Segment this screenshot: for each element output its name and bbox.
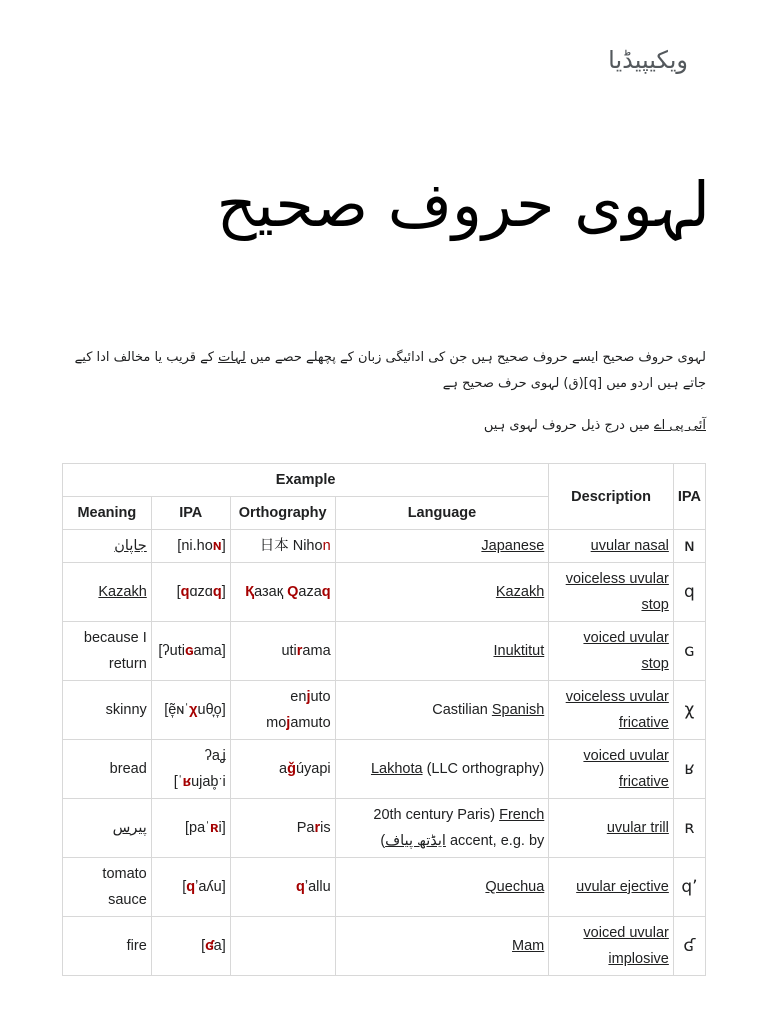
language-text: (LLC orthography) (422, 761, 545, 777)
orth-text: Pa (296, 820, 315, 836)
orth-highlight: j (306, 689, 311, 705)
cell-ipa (151, 917, 230, 976)
cell-orthography (230, 858, 335, 917)
ipa-highlight: ʀ (210, 820, 219, 836)
ipa-text: [ẽ̞ɴˈ (164, 702, 190, 718)
orth-highlight: j (286, 715, 291, 731)
orth-text: en (290, 689, 307, 705)
meaning-link[interactable]: Kazakh (98, 584, 147, 600)
orth-highlight: r (296, 643, 303, 659)
cell-language (335, 740, 549, 799)
orth-text: aza (298, 584, 322, 600)
ipa-text: ɑzɑ (189, 584, 213, 600)
ipa-highlight: ʛ (205, 938, 214, 954)
cell-symbol: ʁ (673, 740, 705, 799)
ipa-text: a] (213, 938, 226, 954)
cell-orthography (230, 622, 335, 681)
language-text: 20th century Paris) (373, 807, 500, 823)
orth-text: азақ (254, 584, 288, 600)
orth-text: ama (302, 643, 331, 659)
cell-symbol: χ (673, 681, 705, 740)
language-text: accent, e.g. by (445, 833, 545, 849)
cell-ipa (151, 799, 230, 858)
orth-text: a (279, 761, 288, 777)
language-link-2[interactable]: ایڈتھ پیاف (385, 833, 446, 849)
ipa-text: ] (221, 584, 226, 600)
orth-highlight: q (295, 879, 305, 895)
intro-text-2: کے قریب یا مخالف ادا کیے جاتے ہیں اردو میں [q](ق) لہوی حرف صحیح ہے (74, 350, 706, 391)
table-row (63, 917, 706, 976)
language-link[interactable]: Mam (512, 938, 545, 954)
description-link[interactable]: voiceless uvular fricative (565, 689, 669, 731)
cell-orthography (230, 530, 335, 563)
cell-meaning: tomato sauce (63, 858, 152, 917)
cell-language (335, 858, 549, 917)
cell-language (335, 799, 549, 858)
ipa-text: ujab̥ˑi (191, 774, 226, 790)
language-link[interactable]: Inuktitut (493, 643, 545, 659)
ipa-text: [ (182, 879, 187, 895)
language-text: ( (380, 833, 386, 849)
ipa-highlight: ɴ (212, 538, 222, 554)
language-link[interactable]: Quechua (485, 879, 545, 895)
orth-highlight: ǧ (287, 761, 296, 777)
cell-orthography (230, 740, 335, 799)
cell-ipa (151, 563, 230, 622)
header-example: Example (63, 464, 549, 497)
table-row (63, 740, 706, 799)
cell-orthography (230, 799, 335, 858)
cell-ipa (151, 740, 230, 799)
cell-description (549, 622, 674, 681)
orth-text: uto (310, 689, 331, 705)
ipa-text: uθ̞o̞] (197, 702, 226, 718)
cell-orthography (230, 563, 335, 622)
orth-highlight: r (314, 820, 321, 836)
table-row (63, 622, 706, 681)
table-row (63, 858, 706, 917)
cell-description (549, 681, 674, 740)
table-row (63, 530, 706, 563)
description-link[interactable]: voiced uvular stop (583, 630, 669, 672)
cell-description (549, 530, 674, 563)
page-title: لہوی حروف صحیح (216, 168, 710, 241)
cell-symbol: ʛ (673, 917, 705, 976)
cell-language (335, 563, 549, 622)
language-link[interactable]: Lakhota (370, 761, 423, 777)
cell-meaning (63, 799, 152, 858)
header-description: Description (549, 464, 674, 530)
table-row (63, 681, 706, 740)
cell-ipa (151, 530, 230, 563)
link-uvula[interactable]: لہات (218, 350, 246, 365)
ipa-text: ʔaʝ (204, 748, 226, 764)
ipa-intro-paragraph (58, 413, 706, 439)
ipa-highlight: ʁ (182, 774, 192, 790)
cell-description (549, 799, 674, 858)
cell-ipa (151, 622, 230, 681)
description-link[interactable]: voiced uvular fricative (583, 748, 669, 790)
cell-language (335, 917, 549, 976)
ipa-text: [ʔuti (158, 643, 185, 659)
cell-symbol: qʼ (673, 858, 705, 917)
cell-language (335, 622, 549, 681)
cell-orthography (230, 681, 335, 740)
cell-symbol: ɴ (673, 530, 705, 563)
description-link[interactable]: uvular nasal (590, 538, 669, 554)
ipa-text: i] (218, 820, 226, 836)
ipa-text: [ni.ho (177, 538, 213, 554)
cell-description (549, 563, 674, 622)
cell-meaning: fire (63, 917, 152, 976)
table-row (63, 799, 706, 858)
language-link[interactable]: Spanish (491, 702, 545, 718)
ipa-text: [ (176, 584, 181, 600)
ipa-text: [ (201, 938, 206, 954)
cell-meaning: bread (63, 740, 152, 799)
cell-description (549, 858, 674, 917)
cell-symbol: ɢ (673, 622, 705, 681)
header-ipa-example: IPA (151, 497, 230, 530)
ipa-highlight: q (212, 584, 222, 600)
header-language: Language (335, 497, 549, 530)
ipa-highlight: ɢ (184, 643, 194, 659)
cell-ipa (151, 681, 230, 740)
header-orthography: Orthography (230, 497, 335, 530)
cell-ipa (151, 858, 230, 917)
cell-language (335, 530, 549, 563)
cell-meaning: skinny (63, 681, 152, 740)
meaning-link[interactable]: جاپان (114, 538, 147, 554)
cell-description (549, 917, 674, 976)
meaning-link[interactable]: پیرس (112, 820, 147, 836)
cell-language (335, 681, 549, 740)
orth-text: 日本 Niho (259, 538, 323, 554)
language-text: Castilian (432, 702, 492, 718)
ipa-text: [ˈ (173, 774, 183, 790)
ipa-highlight: q (180, 584, 190, 600)
orth-text: is (320, 820, 331, 836)
cell-symbol: ʀ (673, 799, 705, 858)
orth-text: mo (266, 715, 287, 731)
link-ipa[interactable]: آئی پی اے (653, 418, 706, 433)
intro-text-1: لہوی حروف صحیح ایسے حروف صحیح ہیں جن کی ادائیگی زبان کے پچھلے حصے میں (245, 350, 706, 365)
orth-highlight: Қ (245, 584, 255, 600)
cell-meaning (63, 563, 152, 622)
language-link[interactable]: Kazakh (495, 584, 545, 600)
ipa-highlight: χ (189, 702, 198, 718)
intro-paragraph (58, 345, 706, 397)
ipa-intro-text: میں درج ذیل حروف لہوی ہیں (483, 418, 654, 433)
wikipedia-logo-text[interactable]: ویکیپیڈیا (608, 46, 688, 74)
description-link[interactable]: uvular trill (606, 820, 669, 836)
language-link[interactable]: Japanese (481, 538, 545, 554)
ipa-highlight: q (186, 879, 196, 895)
header-ipa: IPA (673, 464, 705, 530)
language-link[interactable]: French (499, 807, 545, 823)
ipa-text: ama] (193, 643, 226, 659)
cell-description (549, 740, 674, 799)
cell-orthography (230, 917, 335, 976)
table-row (63, 563, 706, 622)
cell-meaning (63, 530, 152, 563)
description-link[interactable]: voiced uvular implosive (583, 925, 669, 967)
orth-highlight: Q (287, 584, 299, 600)
orth-highlight: n (322, 538, 331, 554)
orth-text: úyapi (295, 761, 331, 777)
ipa-text: ] (221, 538, 226, 554)
orth-text: amuto (290, 715, 331, 731)
ipa-text: ʼaʎu] (195, 879, 226, 895)
description-link[interactable]: voiceless uvular stop (565, 571, 669, 613)
orth-text: ʼallu (304, 879, 331, 895)
orth-highlight: q (321, 584, 331, 600)
orth-text: uti (281, 643, 297, 659)
cell-meaning: because I return (63, 622, 152, 681)
uvular-consonants-table (62, 463, 706, 976)
ipa-text: [paˈ (185, 820, 211, 836)
cell-symbol: q (673, 563, 705, 622)
header-meaning: Meaning (63, 497, 152, 530)
description-link[interactable]: uvular ejective (576, 879, 669, 895)
